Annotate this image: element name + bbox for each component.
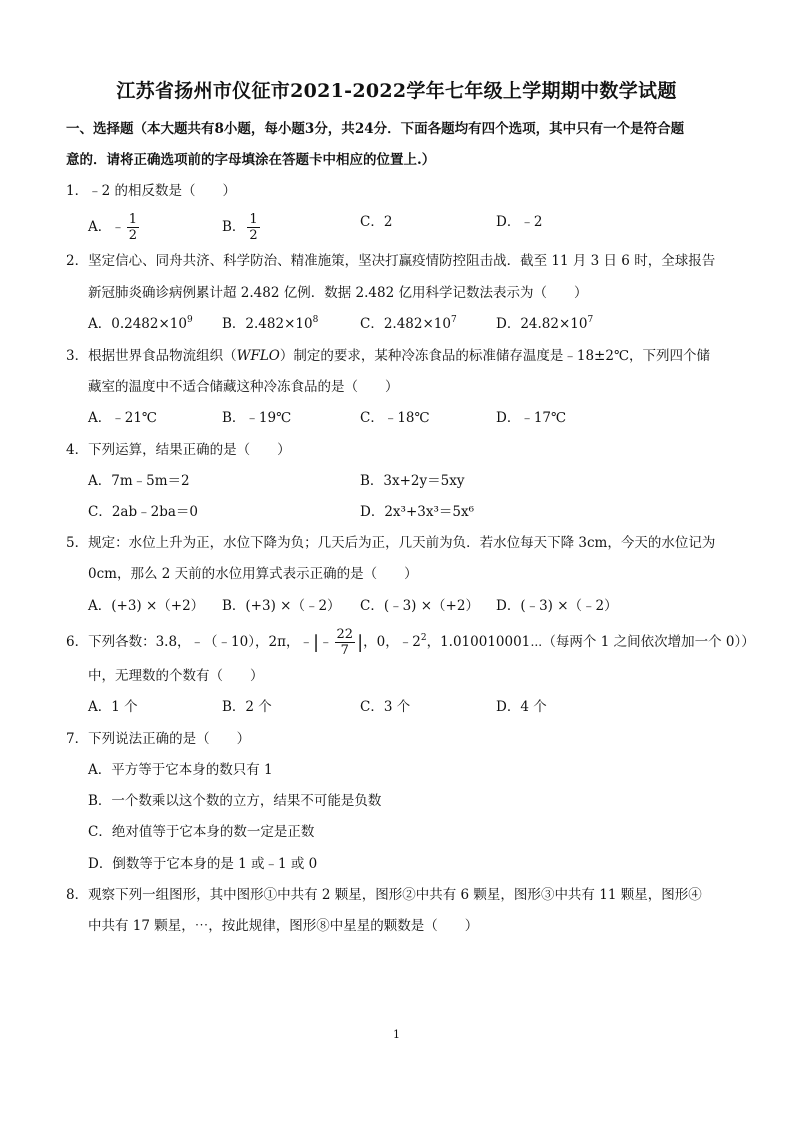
q2-a-base: A．0.2482×10 (88, 316, 187, 332)
q2-c-exp: 7 (450, 315, 457, 325)
q3-option-d: D．﹣17℃ (496, 410, 567, 426)
q2-stem-line1: 2．坚定信心、同舟共济、科学防治、精准施策，坚决打赢疫情防控阻击战．截至 11 月 3 日 6 时，全球报告 (66, 253, 716, 269)
abs-bar-left: | (312, 631, 320, 653)
q1-a-den: 2 (128, 228, 138, 243)
q6-frac-den: 7 (340, 643, 349, 658)
q3-wflo: WFLO (236, 348, 280, 364)
q1-b-num: 1 (249, 212, 258, 227)
q7-stem: 7．下列说法正确的是（ ） (66, 731, 251, 747)
q6-option-c: C．3 个 (360, 699, 411, 715)
q2-option-d (496, 314, 593, 334)
section-header-line2: 意的．请将正确选项前的字母填涂在答题卡中相应的位置上.） (66, 152, 436, 168)
q2-d-base: D．24.82×10 (496, 316, 588, 332)
q5-option-c: C．(﹣3) ×（+2） (360, 598, 479, 614)
q1-stem: 1．﹣2 的相反数是（ ） (66, 183, 236, 199)
abs-bar-right: | (357, 631, 364, 653)
q7-option-b: B．一个数乘以这个数的立方，结果不可能是负数 (88, 793, 382, 809)
q2-a-exp: 9 (186, 315, 193, 325)
q4-option-b: B．3x+2y＝5xy (360, 473, 465, 489)
q1-a-label: A．﹣ (88, 219, 125, 235)
q1-option-d: D．﹣2 (496, 214, 543, 230)
section-total-score: 24 (354, 121, 374, 137)
q4-stem: 4．下列运算，结果正确的是（ ） (66, 442, 291, 458)
q1-option-b (222, 212, 262, 243)
q8-figure-3: ③ (540, 887, 555, 903)
q6-stem-line2: 中，无理数的个数有（ ） (88, 668, 264, 684)
q3-option-b: B．﹣19℃ (222, 410, 292, 426)
q4-option-c: C．2ab﹣2ba＝0 (88, 504, 198, 520)
section-text: 分，共 (314, 121, 355, 137)
q2-d-exp: 7 (587, 315, 594, 325)
q3-stem-text: 3．根据世界食品物流组织（ (66, 348, 237, 364)
q1-b-fraction (247, 212, 259, 243)
q6-option-d: D．4 个 (496, 699, 547, 715)
q6-stem-line1: 6．下列各数：3.8，﹣（﹣10），2π，﹣|﹣ $\frac{22}{7}$ |，0，$﹣2^2$，1.010010001⋯（每两个 1 之间依次增加一个 0）） (66, 627, 755, 658)
q1-option-a (88, 212, 141, 243)
q2-stem-line2: 新冠肺炎确诊病例累计超 2.482 亿例．数据 2.482 亿用科学记数法表示为（ ） (88, 285, 588, 301)
q8-text: 中星星的颗数是（ ） (329, 918, 479, 934)
section-header (66, 119, 684, 139)
q8-stem-line2 (88, 916, 478, 936)
q8-text: 中共有 11 颗星，图形 (554, 887, 689, 903)
q8-text: 中共有 2 颗星，图形 (277, 887, 403, 903)
q5-option-a: A．(+3) ×（+2） (88, 598, 205, 614)
q8-figure-4: ④ (688, 887, 702, 903)
q3-option-c: C．﹣18℃ (360, 410, 430, 426)
q8-figure-1: ① (263, 887, 278, 903)
q1-option-c: C．2 (360, 214, 393, 230)
q6-fraction (335, 627, 356, 658)
q7-option-a: A．平方等于它本身的数只有 1 (88, 762, 273, 778)
q2-option-b (222, 314, 318, 334)
q1-b-den: 2 (249, 228, 258, 243)
q5-stem-line1: 5．规定：水位上升为正，水位下降为负；几天后为正，几天前为负．若水位每天下降 3cm，今天的水位记为 (66, 535, 716, 551)
q5-option-b: B．(+3) ×（﹣2） (222, 598, 341, 614)
q1-a-num: 1 (128, 212, 138, 227)
section-n-questions: 8 (214, 121, 224, 137)
q5-option-d: D．(﹣3) ×（﹣2） (496, 598, 618, 614)
q2-option-a (88, 314, 193, 334)
section-text: 分．下面各题均有四个选项，其中只有一个是符合题 (373, 121, 685, 137)
q2-b-exp: 8 (312, 315, 319, 325)
q2-b-base: B．2.482×10 (222, 316, 313, 332)
q2-option-c (360, 314, 457, 334)
q6-option-a: A．1 个 (88, 699, 138, 715)
q3-stem-line2: 藏室的温度中不适合储藏这种冷冻食品的是（ ） (88, 379, 399, 395)
q7-option-d: D．倒数等于它本身的是 1 或﹣1 或 0 (88, 856, 318, 872)
q3-option-a: A．﹣21℃ (88, 410, 158, 426)
q6-exp: 2 (420, 633, 427, 643)
section-per-score: 3 (304, 121, 315, 137)
q6-frac-num: 22 (336, 627, 354, 642)
q7-option-c: C．绝对值等于它本身的数一定是正数 (88, 824, 315, 840)
page-title: 江苏省扬州市仪征市2021-2022学年七年级上学期期中数学试题 (116, 80, 677, 102)
q8-text: 中共有 6 颗星，图形 (415, 887, 541, 903)
section-text: 一、选择题（本大题共有 (66, 121, 215, 137)
q6-stem-text: ，0，﹣2 (363, 634, 421, 650)
q8-figure-8: ⑧ (316, 918, 330, 934)
q8-figure-2: ② (402, 887, 416, 903)
q8-text: 中共有 17 颗星，⋯，按此规律，图形 (88, 918, 317, 934)
q2-c-base: C．2.482×10 (360, 316, 451, 332)
q3-stem-line1 (66, 346, 710, 366)
section-text: 小题，每小题 (223, 121, 305, 137)
q6-stem-text: 6．下列各数：3.8，﹣（﹣10），2π， (66, 634, 300, 650)
q4-option-a: A．7m﹣5m＝2 (88, 473, 190, 489)
q8-stem-line1 (66, 885, 702, 905)
q8-text: 8．观察下列一组图形，其中图形 (66, 887, 264, 903)
q5-stem-line2: 0cm，那么 2 天前的水位用算式表示正确的是（ ） (88, 566, 418, 582)
q4-option-d: D．2x³+3x³＝5x⁶ (360, 504, 474, 520)
q3-stem-text: ）制定的要求，某种冷冻食品的标准储存温度是﹣18±2℃，下列四个储 (279, 348, 711, 364)
q1-a-fraction (127, 212, 139, 243)
q6-stem-text: ，1.010010001⋯（每两个 1 之间依次增加一个 0）） (426, 634, 755, 650)
q1-b-label: B． (222, 219, 246, 235)
page-number: 1 (393, 1028, 400, 1041)
q6-option-b: B．2 个 (222, 699, 272, 715)
